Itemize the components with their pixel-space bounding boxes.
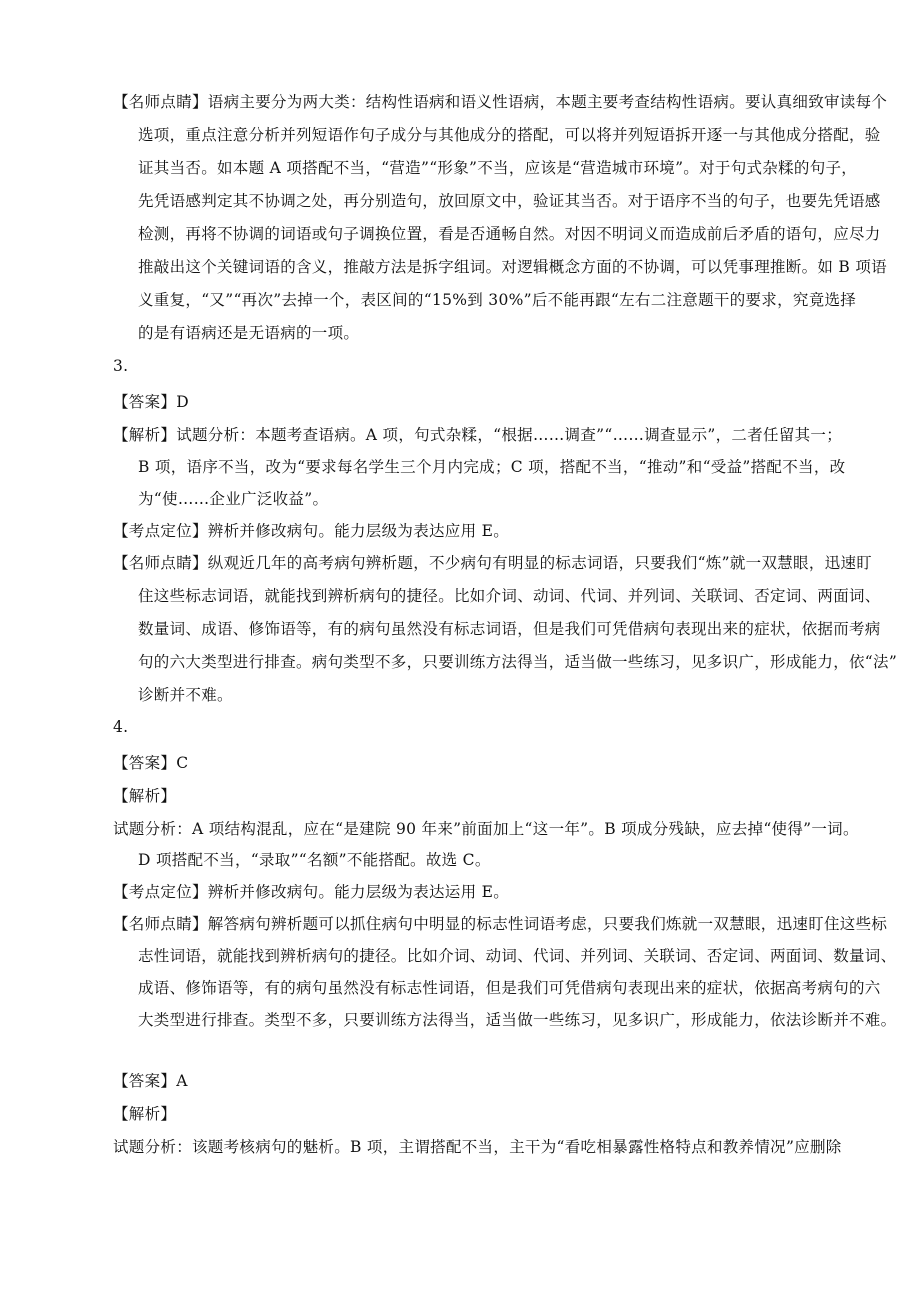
analysis-line: 【解析】试题分析：本题考查语病。A 项，句式杂糅，“根据……调查”“……调查显示”，二者任留其一； [113, 426, 843, 444]
position-line: 【考点定位】辨析并修改病句。能力层级为表达运用 E。 [113, 883, 510, 901]
answer-line: 【答案】C [113, 754, 189, 772]
answer-line: 【答案】A [113, 1072, 188, 1090]
answer-line: 【答案】D [113, 393, 189, 411]
analysis-line: B 项，语序不当，改为“要求每名学生三个月内完成；C 项，搭配不当，“推动”和“受益”搭配不当，改 [138, 458, 846, 476]
position-line: 【考点定位】辨析并修改病句。能力层级为表达应用 E。 [113, 522, 510, 540]
analysis-title: 【解析】 [113, 1105, 177, 1123]
tips-line: 住这些标志词语，就能找到辨析病句的捷径。比如介词、动词、代词、并列词、关联词、否定词、两面词、 [138, 587, 881, 605]
tips-line: 【名师点睛】纵观近几年的高考病句辨析题，不少病句有明显的标志词语，只要我们“炼”就一双慧眼，迅速盯 [113, 554, 873, 572]
analysis-line: D 项搭配不当，“录取”“名额”不能搭配。故选 C。 [138, 851, 491, 869]
tips-line: 成语、修饰语等，有的病句虽然没有标志性词语，但是我们可凭借病句表现出来的症状，依据高考病句的六 [138, 979, 881, 997]
tips-line: 大类型进行排查。类型不多，只要训练方法得当，适当做一些练习，见多识广，形成能力，依法诊断并不难。 [138, 1011, 897, 1029]
tips-line: 诊断并不难。 [138, 686, 233, 704]
tips-line: 推敲出这个关键词语的含义，推敲方法是拆字组词。对逻辑概念方面的不协调，可以凭事理推断。如 B 项语 [138, 258, 887, 276]
analysis-line: 为“使……企业广泛收益”。 [138, 490, 329, 508]
question-number: 4. [113, 718, 129, 736]
analysis-title: 【解析】 [113, 787, 177, 805]
tips-line: 数量词、成语、修饰语等，有的病句虽然没有标志词语，但是我们可凭借病句表现出来的症状，依据而考病 [138, 620, 881, 638]
analysis-line: 试题分析：A 项结构混乱，应在“是建院 90 年来”前面加上“这一年”。B 项成分残缺，应去掉“使得”一词。 [113, 820, 859, 838]
question-number: 3. [113, 357, 129, 375]
analysis-line: 试题分析：该题考核病句的魅析。B 项，主谓搭配不当，主干为“看吃相暴露性格特点和教养情况”应删除 [113, 1138, 842, 1156]
tips-line: 证其当否。如本题 A 项搭配不当，“营造”“形象”不当，应该是“营造城市环境”。对于句式杂糅的句子， [138, 159, 858, 177]
tips-line: 句的六大类型进行排查。病句类型不多，只要训练方法得当，适当做一些练习，见多识广，形成能力，依“法” [138, 653, 898, 671]
tips-line: 志性词语，就能找到辨析病句的捷径。比如介词、动词、代词、并列词、关联词、否定词、两面词、数量词、 [138, 947, 897, 965]
tips-line: 【名师点睛】解答病句辨析题可以抓住病句中明显的标志性词语考虑，只要我们炼就一双慧眼，迅速盯住这些标 [113, 915, 888, 933]
tips-line: 的是有语病还是无语病的一项。 [138, 324, 360, 342]
tips-line: 义重复，“又”“再次”去掉一个，表区间的“15%到 30%”后不能再跟“左右二注意题干的要求，究竟选择 [138, 291, 857, 309]
tips-line: 先凭语感判定其不协调之处，再分别造句，放回原文中，验证其当否。对于语序不当的句子，也要先凭语感 [138, 192, 881, 210]
tips-line: 检测，再将不协调的词语或句子调换位置，看是否通畅自然。对因不明词义而造成前后矛盾的语句，应尽力 [138, 225, 881, 243]
tips-line: 选项，重点注意分析并列短语作句子成分与其他成分的搭配，可以将并列短语拆开逐一与其他成分搭配，验 [138, 126, 881, 144]
tips-line: 【名师点睛】语病主要分为两大类：结构性语病和语义性语病，本题主要考查结构性语病。要认真细致审读每个 [113, 93, 888, 111]
